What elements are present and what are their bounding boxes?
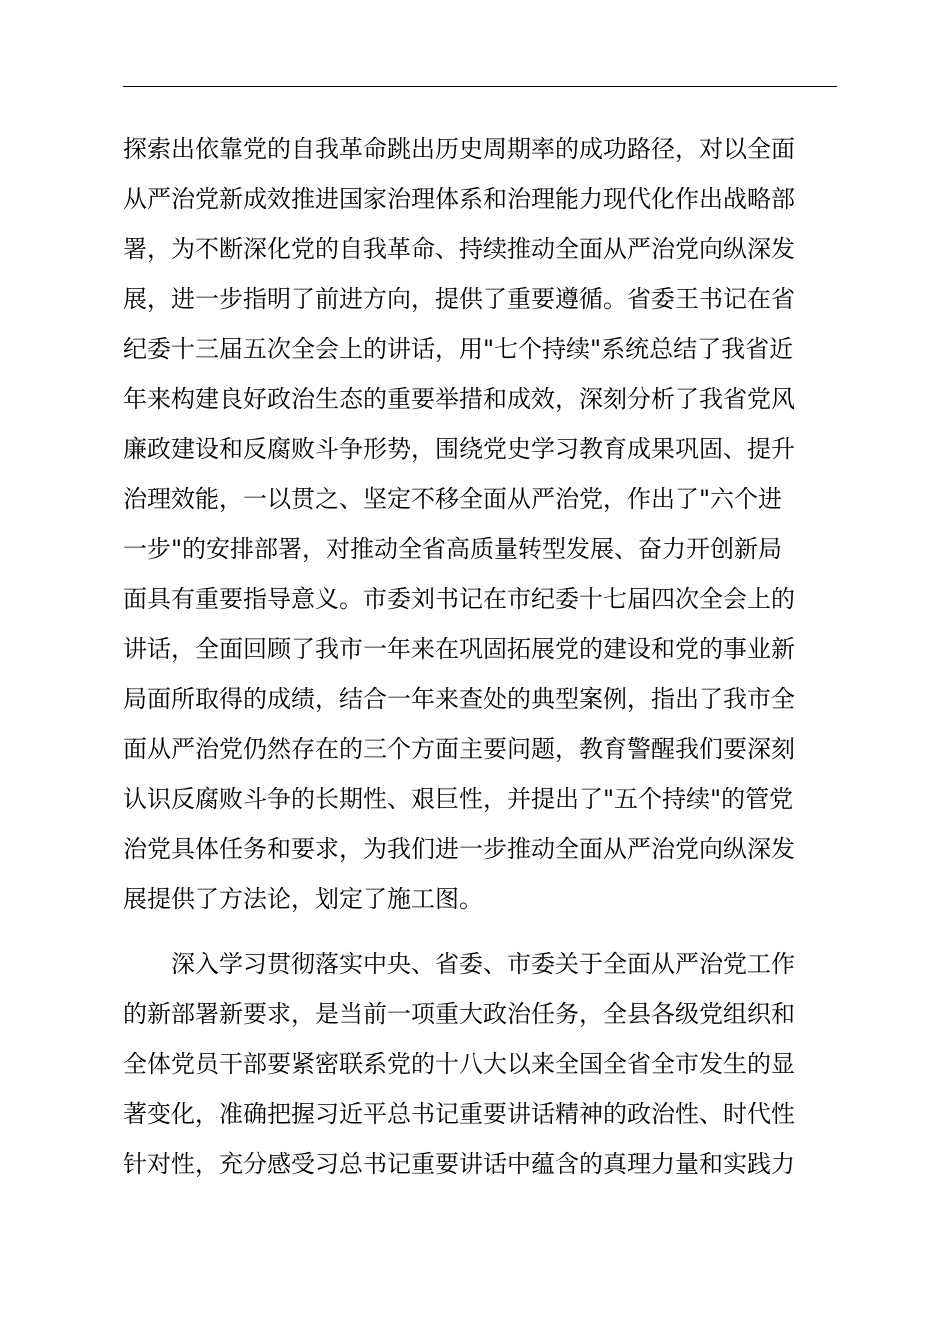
paragraph-1 bbox=[123, 124, 837, 924]
text-line: 局面所取得的成绩，结合一年来查处的典型案例，指出了我市全 bbox=[123, 685, 795, 713]
text-line: 纪委十三届五次全会上的讲话，用"七个持续"系统总结了我省近 bbox=[123, 335, 794, 363]
text-line: 从严治党新成效推进国家治理体系和治理能力现代化作出战略部 bbox=[123, 185, 795, 213]
text-line: 的新部署新要求，是当前一项重大政治任务，全县各级党组织和 bbox=[123, 1000, 795, 1028]
text-line: 治理效能，一以贯之、坚定不移全面从严治党，作出了"六个进 bbox=[123, 485, 783, 513]
text-line-first: 深入学习贯彻落实中央、省委、市委关于全面从严治党工作 bbox=[171, 950, 795, 978]
text-line: 探索出依靠党的自我革命跳出历史周期率的成功路径，对以全面 bbox=[123, 135, 795, 163]
text-line: 全体党员干部要紧密联系党的十八大以来全国全省全市发生的显 bbox=[123, 1050, 795, 1078]
text-line: 一步"的安排部署，对推动全省高质量转型发展、奋力开创新局 bbox=[123, 535, 783, 563]
text-line: 面从严治党仍然存在的三个方面主要问题，教育警醒我们要深刻 bbox=[123, 735, 795, 763]
paragraph-spacer bbox=[123, 924, 837, 939]
text-line: 认识反腐败斗争的长期性、艰巨性，并提出了"五个持续"的管党 bbox=[123, 785, 794, 813]
paragraph-2 bbox=[123, 939, 837, 1189]
text-line: 年来构建良好政治生态的重要举措和成效，深刻分析了我省党风 bbox=[123, 385, 795, 413]
header-rule bbox=[123, 86, 837, 87]
document-body bbox=[123, 124, 837, 1189]
text-line: 展，进一步指明了前进方向，提供了重要遵循。省委王书记在省 bbox=[123, 285, 795, 313]
text-line: 讲话，全面回顾了我市一年来在巩固拓展党的建设和党的事业新 bbox=[123, 635, 795, 663]
text-line: 廉政建设和反腐败斗争形势，围绕党史学习教育成果巩固、提升 bbox=[123, 435, 795, 463]
text-line: 展提供了方法论，划定了施工图。 bbox=[123, 885, 483, 913]
text-line: 治党具体任务和要求，为我们进一步推动全面从严治党向纵深发 bbox=[123, 835, 795, 863]
text-line: 著变化，准确把握习近平总书记重要讲话精神的政治性、时代性 bbox=[123, 1100, 795, 1128]
text-line: 针对性，充分感受习总书记重要讲话中蕴含的真理力量和实践力 bbox=[123, 1150, 795, 1178]
text-line: 署，为不断深化党的自我革命、持续推动全面从严治党向纵深发 bbox=[123, 235, 795, 263]
text-line: 面具有重要指导意义。市委刘书记在市纪委十七届四次全会上的 bbox=[123, 585, 795, 613]
